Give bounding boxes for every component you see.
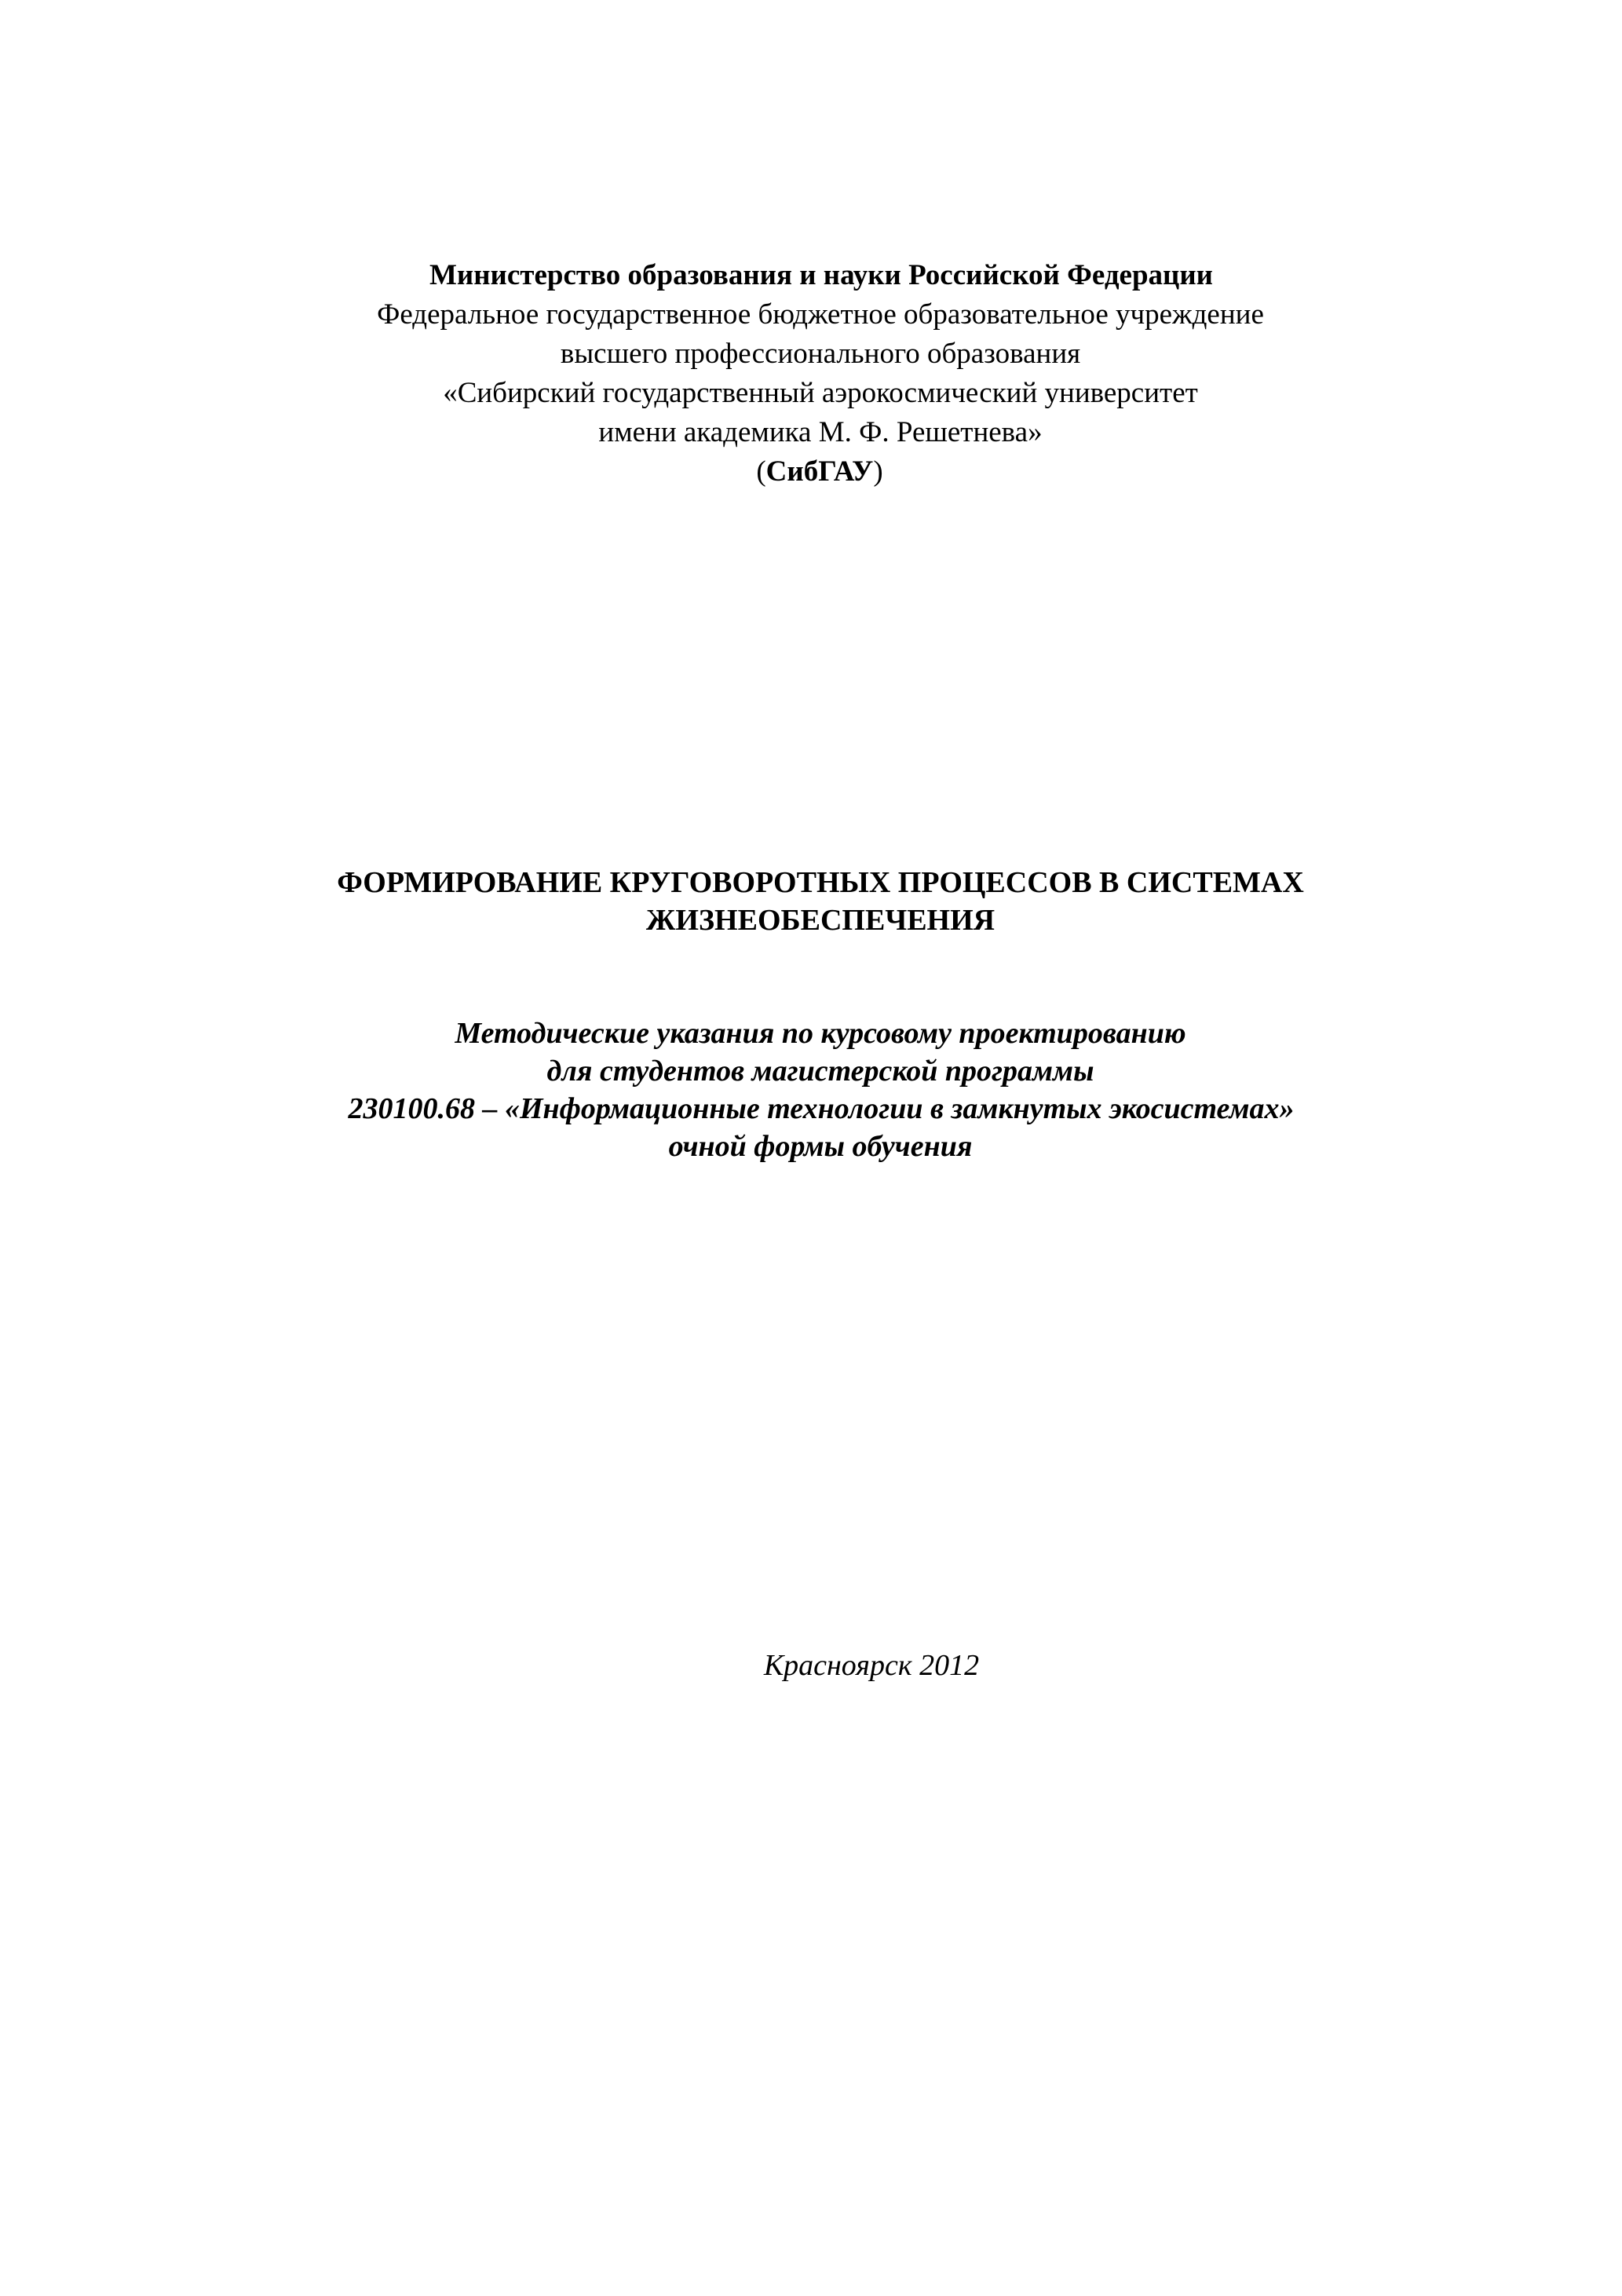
university-abbreviation-line xyxy=(9,452,1622,492)
city-year: Красноярск 2012 xyxy=(763,1649,980,1682)
university-named-after: имени академика М. Ф. Решетнева» xyxy=(598,416,1043,448)
abbreviation-open-paren: ( xyxy=(756,455,766,488)
university-name: «Сибирский государственный аэрокосмический университет xyxy=(443,377,1198,409)
document-subtitle xyxy=(0,1015,1622,1165)
institution-type: Федеральное государственное бюджетное образовательное учреждение xyxy=(377,298,1264,331)
institution-header xyxy=(0,256,1622,492)
education-level: высшего профессионального образования xyxy=(560,338,1081,370)
subtitle-line-1: Методические указания по курсовому проектированию xyxy=(455,1017,1186,1050)
abbreviation-close-paren: ) xyxy=(873,455,883,488)
title-line-2: ЖИЗНЕОБЕСПЕЧЕНИЯ xyxy=(645,904,995,937)
document-title xyxy=(0,864,1622,939)
subtitle-line-2: для студентов магистерской программы xyxy=(546,1055,1094,1088)
subtitle-line-4: очной формы обучения xyxy=(668,1130,973,1163)
document-footer xyxy=(0,1646,1622,1685)
ministry-name: Министерство образования и науки Российской Федерации xyxy=(429,259,1213,291)
subtitle-line-3: 230100.68 – «Информационные технологии в замкнутых экосистемах» xyxy=(348,1092,1295,1125)
university-abbreviation: СибГАУ xyxy=(765,455,874,488)
title-line-1: ФОРМИРОВАНИЕ КРУГОВОРОТНЫХ ПРОЦЕССОВ В СИСТЕМАХ xyxy=(337,866,1304,899)
